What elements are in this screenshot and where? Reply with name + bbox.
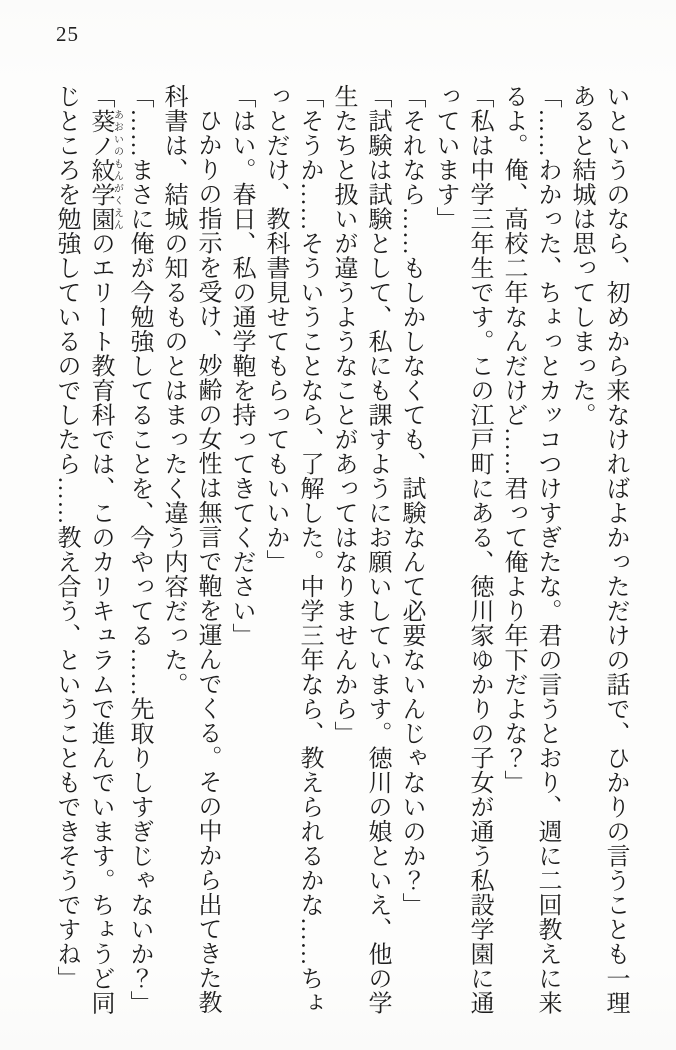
text-line: っとだけ、教科書見せてもらってもいいか」 <box>262 84 288 574</box>
page-number: 25 <box>56 22 79 46</box>
text-line: 「葵ノ紋学園あおいのもんがくえんのエリート教育科では、このカリキュラムで進んでいます。ちょうど同 <box>87 84 123 1015</box>
text-line: 「それなら……もしかしなくても、試験なんて必要ないんじゃないのか？」 <box>398 84 424 917</box>
text-line: 「はい。春日、私の通学鞄を持ってきてください」 <box>228 84 254 648</box>
text-line: じところを勉強しているのでしたら……教え合う、ということもできそうですね」 <box>53 84 79 991</box>
text-line: 「そうか……そういうことなら、了解した。中学三年なら、教えられるかな……ちょ <box>296 84 322 1015</box>
text-line: いというのなら、初めから来なければよかっただけの話で、ひかりの言うことも一理 <box>602 84 628 1015</box>
text-line: 「……まさに俺が今勉強してることを、今やってる……先取りしすぎじゃないか？」 <box>126 84 152 1015</box>
text-line: 生たちと扱いが違うようなことがあってはなりませんから」 <box>330 84 356 746</box>
text-line: 「……わかった、ちょっとカッコつけすぎたな。君の言うとおり、週に二回教えに来 <box>534 84 560 1015</box>
text-line: 「私は中学三年生です。この江戸町にある、徳川家ゆかりの子女が通う私設学園に通 <box>466 84 492 1015</box>
text-line: っています」 <box>432 84 458 231</box>
text-line: 科書は、結城の知るものとはまったく違う内容だった。 <box>160 84 186 697</box>
text-line: るよ。俺、高校二年なんだけど……君って俺より年下だよな？」 <box>500 84 526 795</box>
ruby-reading: あおいのもんがくえん <box>111 108 123 231</box>
text-line: 「試験は試験として、私にも課すようにお願いしています。徳川の娘といえ、他の学 <box>364 84 390 1015</box>
ruby-base: 葵ノ紋学園あおいのもんがくえん <box>87 108 123 231</box>
text-line: あると結城は思ってしまった。 <box>568 84 594 427</box>
text-line: ひかりの指示を受け、妙齢の女性は無言で鞄を運んでくる。その中から出てきた教 <box>194 108 220 1015</box>
page-text <box>49 84 632 1018</box>
